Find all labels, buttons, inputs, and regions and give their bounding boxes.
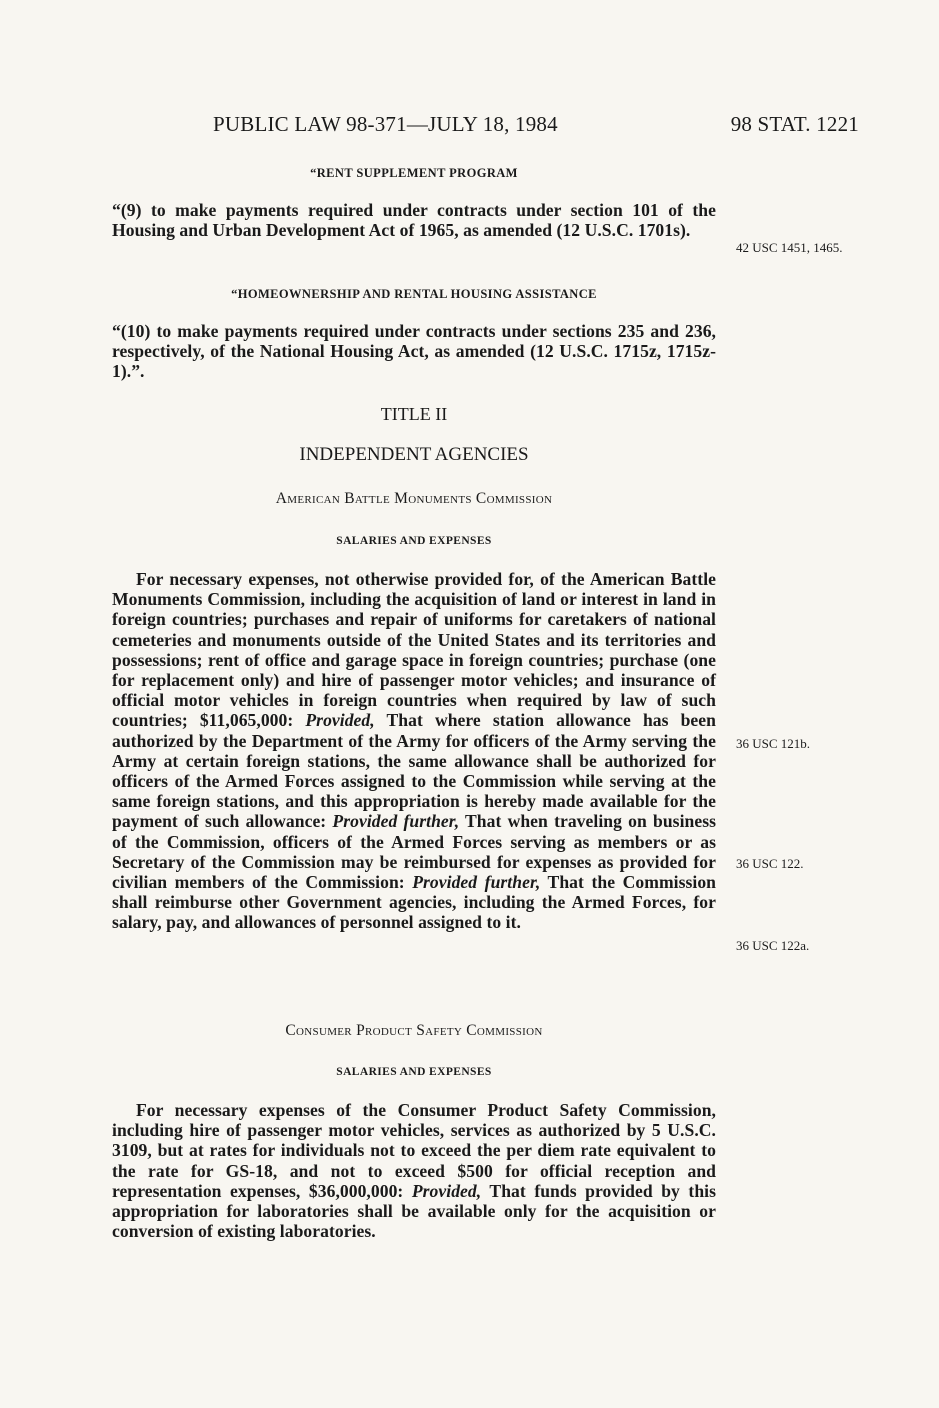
title-ii-subtitle: INDEPENDENT AGENCIES	[299, 444, 529, 465]
title-ii-heading: TITLE II	[380, 404, 448, 424]
margin-note-36-usc-122: 36 USC 122.	[736, 856, 804, 871]
rent-supplement-text: “(9) to make payments required under contracts under section 101 of the Housing and Urban Development Act of 1965, as amended (12 U.S.C. 1701s).	[112, 200, 716, 241]
abmc-text-3: That when traveling on business of the Commission, officers of the Armed Forces serving as members or as Secretary of the Commission may be reimbursed for expenses as provided for civilian members of the Commission:	[112, 811, 716, 893]
cpsc-provided-1: Provided,	[411, 1180, 482, 1201]
homeownership-paragraph	[112, 321, 716, 382]
cpsc-text-1: For necessary expenses of the Consumer Product Safety Commission, including hire of passenger motor vehicles, services as authorized by 5 U.S.C. 3109, but at rates for individuals not to exceed the per diem rate equivalent to the rate for GS-18, and not to exceed $500 for official reception and representation expenses, $36,000,000:	[112, 1100, 716, 1201]
abmc-agency-title: American Battle Monuments Commission	[275, 490, 553, 507]
abmc-provided-3: Provided further,	[412, 872, 541, 893]
cpsc-paragraph	[112, 1100, 716, 1241]
abmc-provided-2: Provided further,	[332, 811, 460, 832]
law-title: PUBLIC LAW 98-371—JULY 18, 1984	[213, 112, 558, 136]
abmc-text-2: That where station allowance has been authorized by the Department of the Army for officers of the Army serving the Army at certain foreign stations, the same allowance shall be authorized for officers of the Armed Forces assigned to the Commission while serving at the same foreign stations, and this appropriation is hereby made available for the payment of such allowance:	[112, 710, 716, 832]
homeownership-heading: “HOMEOWNERSHIP AND RENTAL HOUSING ASSISTANCE	[231, 287, 597, 301]
cpsc-agency-title: Consumer Product Safety Commission	[285, 1022, 543, 1039]
abmc-text-4: That the Commission shall reimburse other Government agencies, including the Armed Forces, for salary, pay, and allowances of personnel assigned to it.	[112, 872, 716, 933]
statute-reference: 98 STAT. 1221	[730, 112, 859, 136]
abmc-provided-1: Provided,	[305, 710, 375, 731]
rent-supplement-paragraph	[112, 200, 716, 240]
margin-note-36-usc-122a: 36 USC 122a.	[736, 938, 810, 953]
homeownership-text: “(10) to make payments required under contracts under sections 235 and 236, respectively, of the National Housing Act, as amended (12 U.S.C. 1715z, 1715z-1).”.	[112, 321, 716, 382]
abmc-text-1: For necessary expenses, not otherwise provided for, of the American Battle Monuments Commission, including the acquisition of land or interest in land in foreign countries; purchases and repair of uniforms for caretakers of national cemeteries and monuments outside of the United States and its territories and possessions; rent of office and garage space in foreign countries; purchase (one for replacement only) and hire of passenger motor vehicles; and insurance of official motor vehicles in foreign countries when required by law of such countries; $11,065,000:	[112, 569, 716, 731]
cpsc-salaries-heading: SALARIES AND EXPENSES	[336, 1066, 492, 1078]
margin-note-42-usc-1451: 42 USC 1451, 1465.	[736, 240, 843, 255]
rent-supplement-heading: “RENT SUPPLEMENT PROGRAM	[310, 166, 518, 180]
abmc-salaries-heading: SALARIES AND EXPENSES	[336, 535, 492, 547]
margin-note-36-usc-121b: 36 USC 121b.	[736, 736, 811, 751]
cpsc-text-2: That funds provided by this appropriation for laboratories shall be available only for the acquisition or conversion of existing laboratories.	[112, 1180, 716, 1242]
abmc-paragraph	[112, 569, 716, 933]
